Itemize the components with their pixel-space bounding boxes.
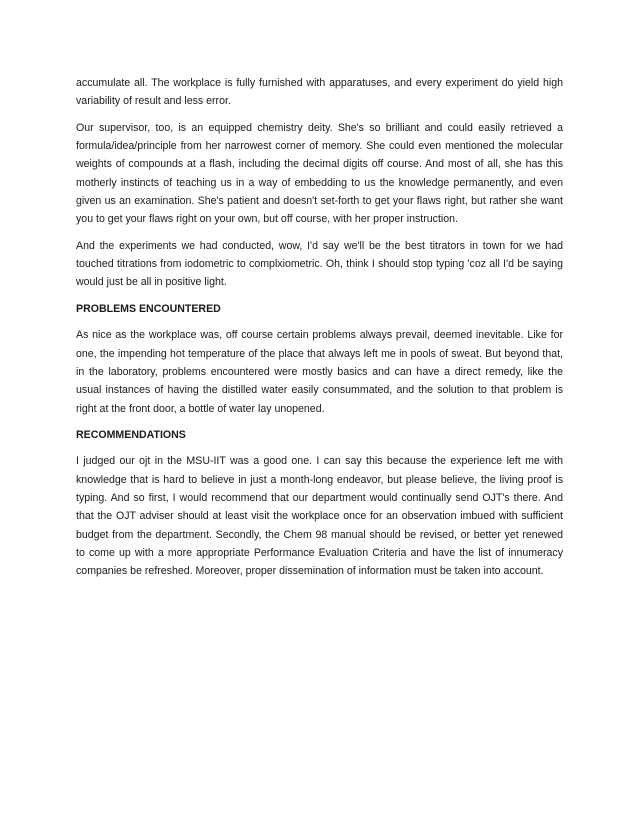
- paragraph-recommendations: I judged our ojt in the MSU-IIT was a good one. I can say this because the experience left me with knowledge that is hard to believe in just a month-long endeavor, but please believe, the living proof is typing. And so first, I would recommend that our department would continually send OJT's there. And that the OJT adviser should at least visit the workplace once for an observation imbued with sufficient budget from the department. Secondly, the Chem 98 manual should be revised, or better yet renewed to come up with a more appropriate Performance Evaluation Criteria and have the list of innumeracy companies be refreshed. Moreover, proper dissemination of information must be taken into account.: [76, 455, 563, 578]
- paragraph-workplace: accumulate all. The workplace is fully furnished with apparatuses, and every experiment do yield high variability of result and less error.: [76, 77, 563, 108]
- paragraph-problems: As nice as the workplace was, off course certain problems always prevail, deemed inevitable. Like for one, the impending hot temperature of the place that always left me in pools of sweat. But beyond that, in the laboratory, problems encountered were mostly basics and can have a direct remedy, like the usual instances of having the distilled water easily consummated, and the solution to that problem is right at the front door, a bottle of water lay unopened.: [76, 329, 563, 415]
- recommendations-heading: RECOMMENDATIONS: [76, 428, 186, 441]
- paragraph-experiments: And the experiments we had conducted, wow, I'd say we'll be the best titrators in town for we had touched titrations from iodometric to complxiometric. Oh, think I should stop typing 'coz all I'd be saying would just be all in positive light.: [76, 239, 563, 289]
- paragraph-supervisor: Our supervisor, too, is an equipped chemistry deity. She's so brilliant and could easily retrieved a formula/idea/principle from her narrowest corner of memory. She could even mentioned the molecular weights of compounds at a flash, including the decimal digits off course. And most of all, she has this motherly instincts of teaching us in a way of embedding to us the knowledge permanently, and even given us an examination. She's patient and doesn't set-forth to get your flaws right, but rather she want you to get your flaws right on your own, but off course, with her proper instruction.: [76, 121, 563, 226]
- problems-heading: PROBLEMS ENCOUNTERED: [76, 302, 221, 315]
